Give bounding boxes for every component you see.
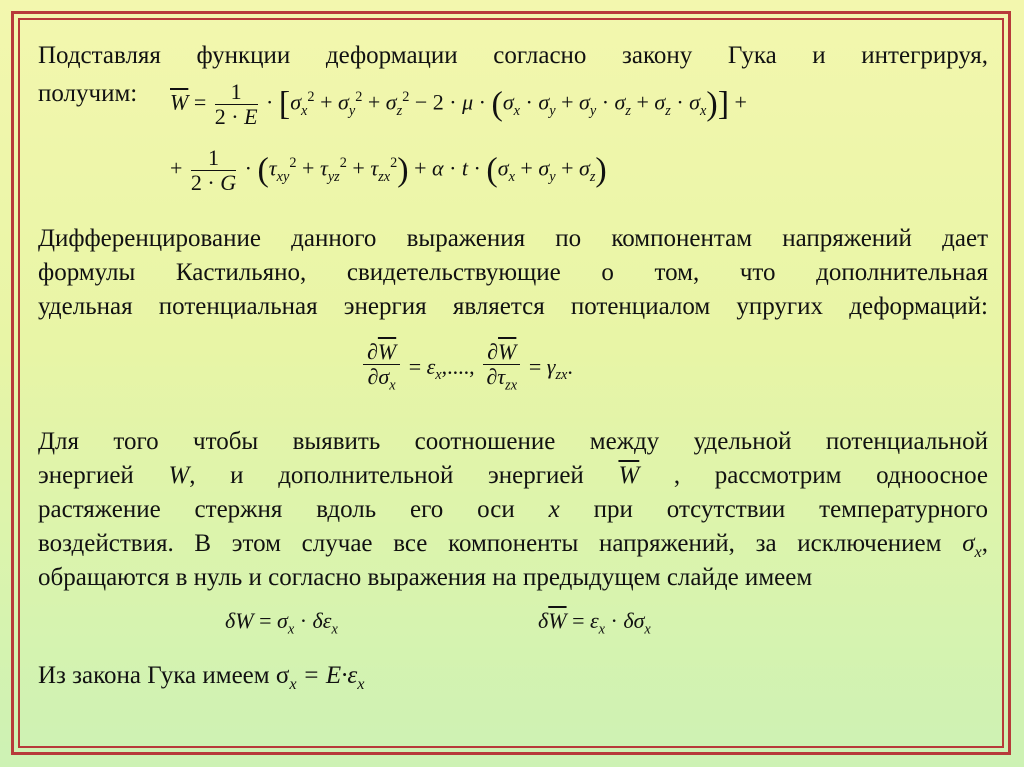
paragraph-2-line-1: Дифференцирование данного выражения по компонентам напряжений дает [38,225,988,252]
formula-work-right: $\delta\overline{W} = \varepsilon_x \cdot \delta\sigma_x$ [538,608,651,638]
paragraph-4-hooke: Из закона Гука имеем $\sigma_x = E\cdot\varepsilon_x$ [38,662,365,693]
paragraph-3-line-3: растяжение стержня вдоль его оси x при отсутствии температурного [38,496,989,523]
paragraph-2-line-2: формулы Кастильяно, свидетельствующие о том, что дополнительная [38,259,988,286]
formula-work-left: $\delta W = \sigma_x \cdot \delta\varepsilon_x$ [225,608,338,638]
paragraph-3-line-1: Для того чтобы выявить соотношение между удельной потенциальной [38,428,988,455]
formula-castigliano: $\frac{\partial\overline{W}}{\partial\sigma_x}$ = $\varepsilon_x$,...., $\frac{\partial\overline{W}}{\partial\tau_{zx}}$ = $\gamma_{zx}$. [360,340,573,397]
formula-energy-line-1: $\overline{W}$ = $\frac{1}{2 \cdot E}$ · $[\sigma_x^2 + \sigma_y^2 + \sigma_z^2 - 2 \cdot \mu \cdot (\sigma_x \cdot \sigma_y + \sigma_y \cdot \sigma_z + \sigma_z \cdot \sigma_x)]$ + [170,79,747,129]
paragraph-3-line-2: энергией W, и дополнительной энергией $\overline{W}$ , рассмотрим одноосное [38,462,989,489]
formula-energy-line-2: + $\frac{1}{2 \cdot G}$ · $(\tau_{xy}^2 + \tau_{yz}^2 + \tau_{zx}^2) + \alpha \cdot t \cdot (\sigma_x + \sigma_y + \sigma_z)$ [170,145,607,195]
paragraph-3-line-4: воздействия. В этом случае все компоненты напряжений, за исключением $\sigma_x$, [38,530,989,561]
paragraph-1-line-1: Подставляя функции деформации согласно закону Гука и интегрируя, [38,42,988,69]
paragraph-2-line-3: удельная потенциальная энергия является потенциалом упругих деформаций: [38,293,988,320]
symbol-x: x [548,496,560,523]
symbol-w-bar: $\overline{W}$ [618,462,640,489]
paragraph-1-line-2: получим: [38,80,138,107]
symbol-sigma-x: σ [962,530,975,557]
symbol-w: W [168,462,190,489]
paragraph-3-line-5: обращаются в нуль и согласно выражения на предыдущем слайде имеем [38,564,813,591]
